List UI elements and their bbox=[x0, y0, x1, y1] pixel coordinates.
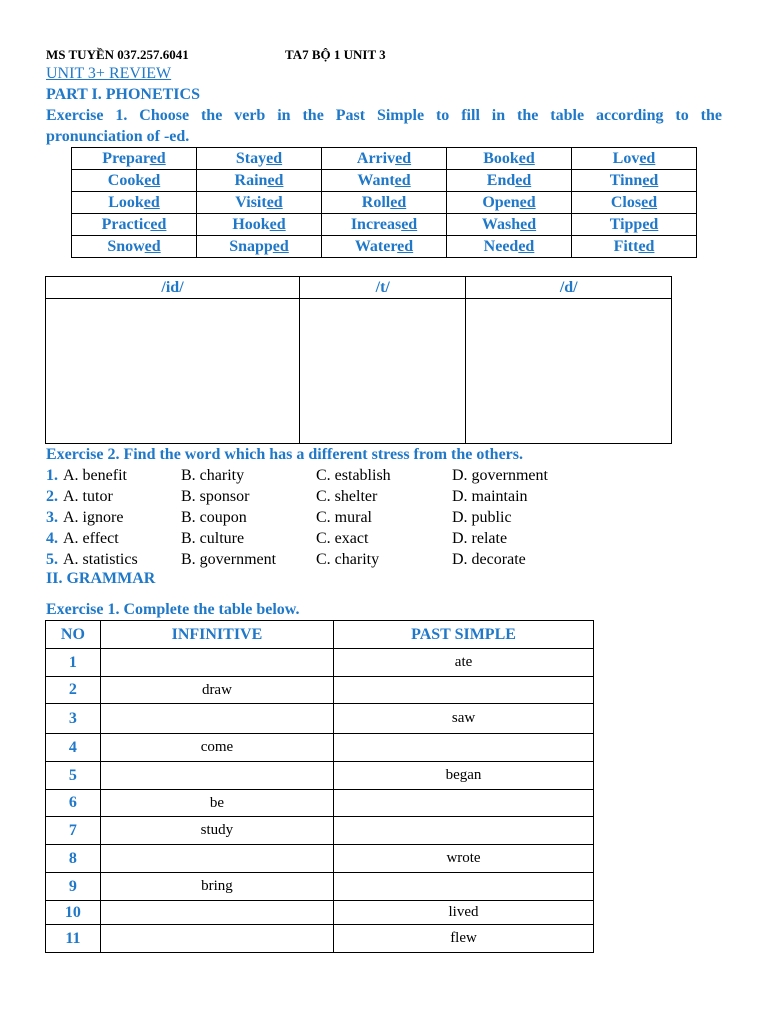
table-row bbox=[46, 817, 594, 845]
teacher-info: MS TUYỀN 037.257.6041 bbox=[46, 47, 189, 62]
t-sound-answer-cell[interactable] bbox=[300, 299, 466, 444]
table-row bbox=[46, 704, 594, 734]
question-number: 4. bbox=[46, 530, 58, 547]
grammar-exercise1-title: Exercise 1. Complete the table below. bbox=[46, 601, 300, 618]
table-row bbox=[46, 845, 594, 873]
past-simple-cell[interactable] bbox=[334, 817, 594, 845]
verb-cell bbox=[72, 236, 197, 258]
verb-stem: Visit bbox=[235, 193, 267, 211]
row-number: 10 bbox=[46, 901, 101, 925]
answer-option-b[interactable]: B. charity bbox=[181, 467, 245, 484]
verb-stem: End bbox=[486, 171, 516, 189]
verb-cell bbox=[322, 170, 447, 192]
table-row bbox=[46, 925, 594, 953]
past-simple-cell[interactable] bbox=[334, 790, 594, 817]
question-number: 3. bbox=[46, 509, 58, 526]
verb-cell bbox=[197, 192, 322, 214]
verb-stem: Practic bbox=[101, 215, 151, 233]
answer-option-c[interactable]: C. establish bbox=[316, 467, 391, 484]
verb-ed-suffix: ed bbox=[390, 193, 407, 211]
past-simple-cell[interactable] bbox=[334, 734, 594, 762]
row-number: 9 bbox=[46, 873, 101, 901]
verb-ed-suffix: ed bbox=[642, 215, 659, 233]
row-number: 3 bbox=[46, 704, 101, 734]
answer-option-b[interactable]: B. sponsor bbox=[181, 488, 250, 505]
verb-ed-suffix: ed bbox=[267, 171, 284, 189]
verb-table-row bbox=[72, 214, 697, 236]
verb-ed-suffix: ed bbox=[397, 237, 414, 255]
column-header: NO bbox=[46, 621, 101, 649]
table-row bbox=[46, 734, 594, 762]
d-sound-answer-cell[interactable] bbox=[466, 299, 672, 444]
verb-ed-suffix: ed bbox=[520, 215, 537, 233]
verb-stem: Cook bbox=[107, 171, 145, 189]
verb-cell bbox=[447, 170, 572, 192]
question-number: 1. bbox=[46, 467, 58, 484]
verb-cell bbox=[197, 236, 322, 258]
verb-ed-suffix: ed bbox=[641, 193, 658, 211]
verb-ed-suffix: ed bbox=[518, 237, 535, 255]
past-simple-cell: lived bbox=[334, 901, 594, 925]
answer-option-a[interactable]: A. statistics bbox=[63, 551, 138, 568]
verb-cell bbox=[447, 192, 572, 214]
pronunciation-table bbox=[45, 276, 672, 444]
table-row bbox=[46, 677, 594, 704]
verb-ed-suffix: ed bbox=[642, 171, 659, 189]
answer-option-c[interactable]: C. exact bbox=[316, 530, 369, 547]
verb-stem: Clos bbox=[610, 193, 642, 211]
row-number: 7 bbox=[46, 817, 101, 845]
verb-ed-suffix: ed bbox=[144, 237, 161, 255]
answer-option-d[interactable]: D. maintain bbox=[452, 488, 528, 505]
verb-ed-suffix: ed bbox=[395, 149, 412, 167]
part2-title: II. GRAMMAR bbox=[46, 570, 156, 587]
part1-title: PART I. PHONETICS bbox=[46, 86, 200, 103]
verb-stem: Fitt bbox=[613, 237, 639, 255]
verb-stem: Rain bbox=[234, 171, 268, 189]
verb-stem: Arriv bbox=[356, 149, 396, 167]
table-row bbox=[46, 901, 594, 925]
verb-forms-table bbox=[45, 620, 594, 953]
sound-header: /d/ bbox=[466, 277, 672, 299]
verb-stem: Wash bbox=[481, 215, 521, 233]
answer-option-b[interactable]: B. government bbox=[181, 551, 277, 568]
answer-option-b[interactable]: B. culture bbox=[181, 530, 245, 547]
past-simple-cell: ate bbox=[334, 649, 594, 677]
verb-stem: Water bbox=[354, 237, 398, 255]
past-simple-cell: flew bbox=[334, 925, 594, 953]
verb-stem: Lov bbox=[612, 149, 640, 167]
verb-stem: Snapp bbox=[229, 237, 273, 255]
row-number: 6 bbox=[46, 790, 101, 817]
verb-table-row bbox=[72, 236, 697, 258]
verb-cell bbox=[447, 236, 572, 258]
verb-cell bbox=[322, 192, 447, 214]
row-number: 4 bbox=[46, 734, 101, 762]
verb-ed-suffix: ed bbox=[519, 193, 536, 211]
row-number: 5 bbox=[46, 762, 101, 790]
exercise1-instruction-line2: pronunciation of -ed. bbox=[46, 128, 190, 145]
verb-cell bbox=[322, 236, 447, 258]
verb-ed-suffix: ed bbox=[638, 237, 655, 255]
exercise1-instruction-line1: Exercise 1. Choose the verb in the Past Simple to fill in the table according to the bbox=[46, 107, 722, 124]
verb-table-row bbox=[72, 148, 697, 170]
answer-option-a[interactable]: A. benefit bbox=[63, 467, 127, 484]
infinitive-cell[interactable] bbox=[100, 845, 333, 873]
infinitive-cell: be bbox=[100, 790, 333, 817]
infinitive-cell[interactable] bbox=[100, 901, 333, 925]
unit-title: UNIT 3+ REVIEW bbox=[46, 65, 172, 82]
answer-option-d[interactable]: D. decorate bbox=[452, 551, 526, 568]
answer-option-d[interactable]: D. public bbox=[452, 509, 512, 526]
answer-option-a[interactable]: A. tutor bbox=[63, 488, 113, 505]
verb-table-row bbox=[72, 170, 697, 192]
verb-cell bbox=[197, 170, 322, 192]
verb-stem: Prepar bbox=[102, 149, 150, 167]
column-header: INFINITIVE bbox=[100, 621, 333, 649]
verb-cell bbox=[447, 214, 572, 236]
past-simple-cell[interactable] bbox=[334, 873, 594, 901]
verb-table-row bbox=[72, 192, 697, 214]
verb-cell bbox=[72, 148, 197, 170]
course-info: TA7 BỘ 1 UNIT 3 bbox=[285, 47, 386, 62]
verb-ed-suffix: ed bbox=[518, 149, 535, 167]
verb-cell bbox=[197, 148, 322, 170]
infinitive-cell: bring bbox=[100, 873, 333, 901]
infinitive-cell[interactable] bbox=[100, 925, 333, 953]
verb-stem: Tipp bbox=[609, 215, 643, 233]
verb-stem: Roll bbox=[361, 193, 391, 211]
sound-header: /t/ bbox=[300, 277, 466, 299]
exercise2-title: Exercise 2. Find the word which has a different stress from the others. bbox=[46, 446, 523, 463]
verb-stem: Snow bbox=[107, 237, 145, 255]
verb-cell bbox=[72, 192, 197, 214]
verb-ed-suffix: ed bbox=[272, 237, 289, 255]
verb-cell bbox=[72, 214, 197, 236]
infinitive-cell: draw bbox=[100, 677, 333, 704]
answer-option-c[interactable]: C. shelter bbox=[316, 488, 378, 505]
answer-option-d[interactable]: D. relate bbox=[452, 530, 508, 547]
row-number: 1 bbox=[46, 649, 101, 677]
table-row bbox=[46, 873, 594, 901]
verb-stem: Open bbox=[482, 193, 520, 211]
verb-ed-suffix: ed bbox=[143, 193, 160, 211]
verb-ed-suffix: ed bbox=[515, 171, 532, 189]
verb-cell bbox=[322, 214, 447, 236]
answer-option-a[interactable]: A. ignore bbox=[63, 509, 124, 526]
answer-option-c[interactable]: C. charity bbox=[316, 551, 380, 568]
verb-ed-suffix: ed bbox=[144, 171, 161, 189]
verb-stem: Hook bbox=[232, 215, 270, 233]
answer-option-d[interactable]: D. government bbox=[452, 467, 548, 484]
id-sound-answer-cell[interactable] bbox=[46, 299, 300, 444]
past-simple-cell[interactable] bbox=[334, 677, 594, 704]
question-number: 2. bbox=[46, 488, 58, 505]
verb-ed-suffix: ed bbox=[266, 193, 283, 211]
infinitive-cell[interactable] bbox=[100, 762, 333, 790]
table-row bbox=[46, 790, 594, 817]
answer-option-a[interactable]: A. effect bbox=[63, 530, 119, 547]
row-number: 2 bbox=[46, 677, 101, 704]
infinitive-cell[interactable] bbox=[100, 704, 333, 734]
verb-stem: Increas bbox=[350, 215, 402, 233]
verb-stem: Look bbox=[108, 193, 144, 211]
verb-ed-suffix: ed bbox=[401, 215, 418, 233]
verb-ed-suffix: ed bbox=[149, 149, 166, 167]
verb-cell bbox=[572, 236, 697, 258]
infinitive-cell: come bbox=[100, 734, 333, 762]
verb-cell bbox=[572, 148, 697, 170]
verb-ed-suffix: ed bbox=[639, 149, 656, 167]
past-simple-cell: saw bbox=[334, 704, 594, 734]
verb-stem: Want bbox=[357, 171, 395, 189]
verb-ed-suffix: ed bbox=[150, 215, 167, 233]
verb-cell bbox=[572, 214, 697, 236]
past-simple-cell: wrote bbox=[334, 845, 594, 873]
row-number: 11 bbox=[46, 925, 101, 953]
verb-cell bbox=[72, 170, 197, 192]
verb-stem: Stay bbox=[235, 149, 267, 167]
question-number: 5. bbox=[46, 551, 58, 568]
verb-stem: Need bbox=[483, 237, 519, 255]
verb-cell bbox=[447, 148, 572, 170]
verb-stem: Book bbox=[483, 149, 519, 167]
infinitive-cell: study bbox=[100, 817, 333, 845]
sound-header: /id/ bbox=[46, 277, 300, 299]
verb-cell bbox=[572, 170, 697, 192]
verb-table bbox=[71, 147, 697, 258]
verb-ed-suffix: ed bbox=[394, 171, 411, 189]
answer-option-c[interactable]: C. mural bbox=[316, 509, 372, 526]
verb-ed-suffix: ed bbox=[269, 215, 286, 233]
verb-ed-suffix: ed bbox=[266, 149, 283, 167]
row-number: 8 bbox=[46, 845, 101, 873]
verb-stem: Tinn bbox=[609, 171, 643, 189]
verb-cell bbox=[197, 214, 322, 236]
verb-cell bbox=[322, 148, 447, 170]
infinitive-cell[interactable] bbox=[100, 649, 333, 677]
table-row bbox=[46, 762, 594, 790]
past-simple-cell: began bbox=[334, 762, 594, 790]
answer-option-b[interactable]: B. coupon bbox=[181, 509, 247, 526]
verb-cell bbox=[572, 192, 697, 214]
table-row bbox=[46, 649, 594, 677]
column-header: PAST SIMPLE bbox=[334, 621, 594, 649]
